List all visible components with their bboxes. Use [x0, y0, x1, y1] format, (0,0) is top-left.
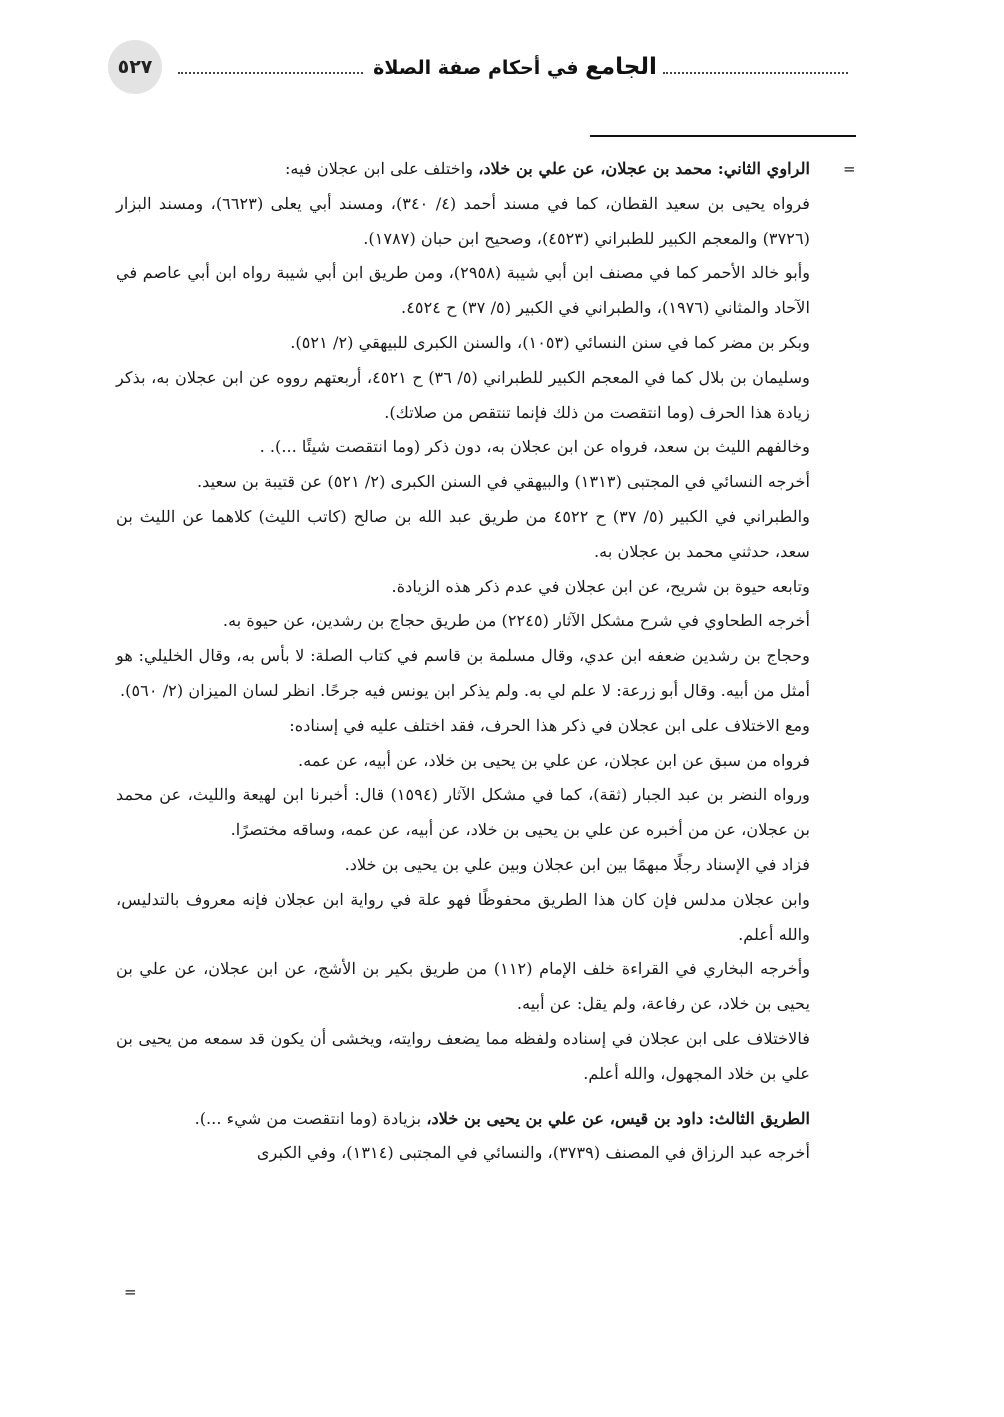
- paragraph: [116, 883, 810, 953]
- paragraph-text: وأبو خالد الأحمر كما في مصنف ابن أبي شيبة (٢٩٥٨)، ومن طريق ابن أبي شيبة رواه ابن أبي عاصم في الآحاد والمثاني (١٩٧٦)، والطبراني في الكبير (٥/ ٣٧) ح ٤٥٢٤.: [116, 263, 811, 318]
- paragraph-text: فزاد في الإسناد رجلًا مبهمًا بين ابن عجلان وبين علي بن يحيى بن خلاد.: [344, 854, 810, 874]
- paragraph: [116, 1022, 810, 1092]
- book-title: [373, 54, 657, 80]
- paragraph: [116, 639, 810, 709]
- paragraph-text: وتابعه حيوة بن شريح، عن ابن عجلان في عدم ذكر هذه الزيادة.: [391, 576, 810, 596]
- dotted-leader-right: [663, 72, 848, 74]
- paragraph-text: واختلف على ابن عجلان فيه:: [284, 159, 479, 178]
- paragraph: [116, 361, 810, 431]
- page-header: [108, 40, 848, 110]
- paragraph-text: فالاختلاف على ابن عجلان في إسناده ولفظه مما يضعف روايته، ويخشى أن يكون قد سمعه من يحيى بن علي بن خلاد المجهول، والله أعلم.: [116, 1028, 810, 1083]
- dotted-leader-left: [178, 72, 363, 74]
- paragraph: [116, 326, 810, 361]
- paragraph: [116, 187, 810, 257]
- paragraph: [116, 256, 810, 326]
- book-title-rest: في أحكام صفة الصلاة: [373, 57, 579, 79]
- paragraph-text: وبكر بن مضر كما في سنن النسائي (١٠٥٣)، والسنن الكبرى للبيهقي (٢/ ٥٢١).: [290, 332, 810, 352]
- paragraph: [116, 744, 810, 779]
- continuation-marker-bottom: =: [124, 1283, 137, 1301]
- paragraph: [116, 709, 810, 744]
- paragraph-text: وحجاج بن رشدين ضعفه ابن عدي، وقال مسلمة بن قاسم في كتاب الصلة: لا بأس به، وقال الخليلي: هو أمثل من أبيه. وقال أبو زرعة: لا علم لي به. ولم يذكر ابن يونس فيه جرحًا. انظر لسان الميزان (٢/ ٥٦٠).: [116, 646, 810, 700]
- running-title: [178, 54, 848, 80]
- paragraph-text: وابن عجلان مدلس فإن كان هذا الطريق محفوظًا فهو علة في رواية ابن عجلان فإنه معروف بالتدليس، والله أعلم.: [116, 889, 810, 944]
- paragraph: [116, 570, 810, 605]
- paragraph: [116, 430, 810, 465]
- paragraph-bold: الراوي الثاني: محمد بن عجلان، عن علي بن خلاد،: [478, 159, 810, 178]
- paragraph-bold: الطريق الثالث: داود بن قيس، عن علي بن يحيى بن خلاد،: [426, 1108, 810, 1128]
- paragraph: [116, 952, 810, 1022]
- paragraph-text: بزيادة (وما انتقصت من شيء ...).: [194, 1108, 427, 1128]
- paragraph: [116, 465, 810, 500]
- footnote-body: [116, 152, 810, 1171]
- paragraph-text: وأخرجه البخاري في القراءة خلف الإمام (١١٢) من طريق بكير بن الأشج، عن ابن عجلان، عن علي بن يحيى بن خلاد، عن رفاعة، ولم يقل: عن أبيه.: [116, 959, 811, 1014]
- paragraph-text: أخرجه عبد الرزاق في المصنف (٣٧٣٩)، والنسائي في المجتبى (١٣١٤)، وفي الكبرى: [256, 1143, 810, 1163]
- paragraph-text: فرواه يحيى بن سعيد القطان، كما في مسند أحمد (٤/ ٣٤٠)، ومسند أبي يعلى (٦٦٢٣)، ومسند البزار (٣٧٢٦) والمعجم الكبير للطبراني (٤٥٢٣)، وصحيح ابن حبان (١٧٨٧).: [116, 193, 810, 248]
- paragraph: [116, 500, 810, 570]
- paragraph-text: ورواه النضر بن عبد الجبار (ثقة)، كما في مشكل الآثار (١٥٩٤) قال: أخبرنا ابن لهيعة والليث، عن محمد بن عجلان، عن من أخبره عن علي بن يحيى بن خلاد، عن أبيه، عن عمه، وساقه مختصرًا.: [116, 785, 810, 840]
- paragraph-text: فرواه من سبق عن ابن عجلان، عن علي بن يحيى بن خلاد، عن أبيه، عن عمه.: [298, 750, 810, 770]
- paragraph-text: والطبراني في الكبير (٥/ ٣٧) ح ٤٥٢٢ من طريق عبد الله بن صالح (كاتب الليث) كلاهما عن الليث بن سعد، حدثني محمد بن عجلان به.: [116, 506, 810, 561]
- paragraph-text: وخالفهم الليث بن سعد، فرواه عن ابن عجلان به، دون ذكر (وما انتقصت شيئًا ...). .: [259, 437, 810, 457]
- paragraph: [116, 604, 810, 639]
- paragraph: [116, 778, 810, 848]
- paragraph: [116, 848, 810, 883]
- paragraph-text: وسليمان بن بلال كما في المعجم الكبير للطبراني (٥/ ٣٦) ح ٤٥٢١، أربعتهم رووه عن ابن عجلان به، بذكر زيادة هذا الحرف (وما انتقصت من ذلك فإنما تنتقص من صلاتك).: [116, 367, 810, 422]
- paragraph: [116, 1102, 810, 1137]
- paragraph-text: أخرجه النسائي في المجتبى (١٣١٣) والبيهقي في السنن الكبرى (٢/ ٥٢١) عن قتيبة بن سعيد.: [197, 472, 810, 492]
- book-title-main: الجامع: [585, 54, 657, 80]
- paragraph: [116, 1136, 810, 1171]
- paragraph-text: ومع الاختلاف على ابن عجلان في ذكر هذا الحرف، فقد اختلف عليه في إسناده:: [289, 715, 810, 735]
- paragraph: [116, 152, 810, 187]
- page-number-badge: [108, 40, 162, 94]
- footnote-separator-rule: [590, 135, 856, 137]
- paragraph-text: أخرجه الطحاوي في شرح مشكل الآثار (٢٢٤٥) من طريق حجاج بن رشدين، عن حيوة به.: [222, 611, 810, 631]
- page-number: ٥٢٧: [117, 56, 153, 78]
- continuation-marker-top: =: [843, 160, 856, 178]
